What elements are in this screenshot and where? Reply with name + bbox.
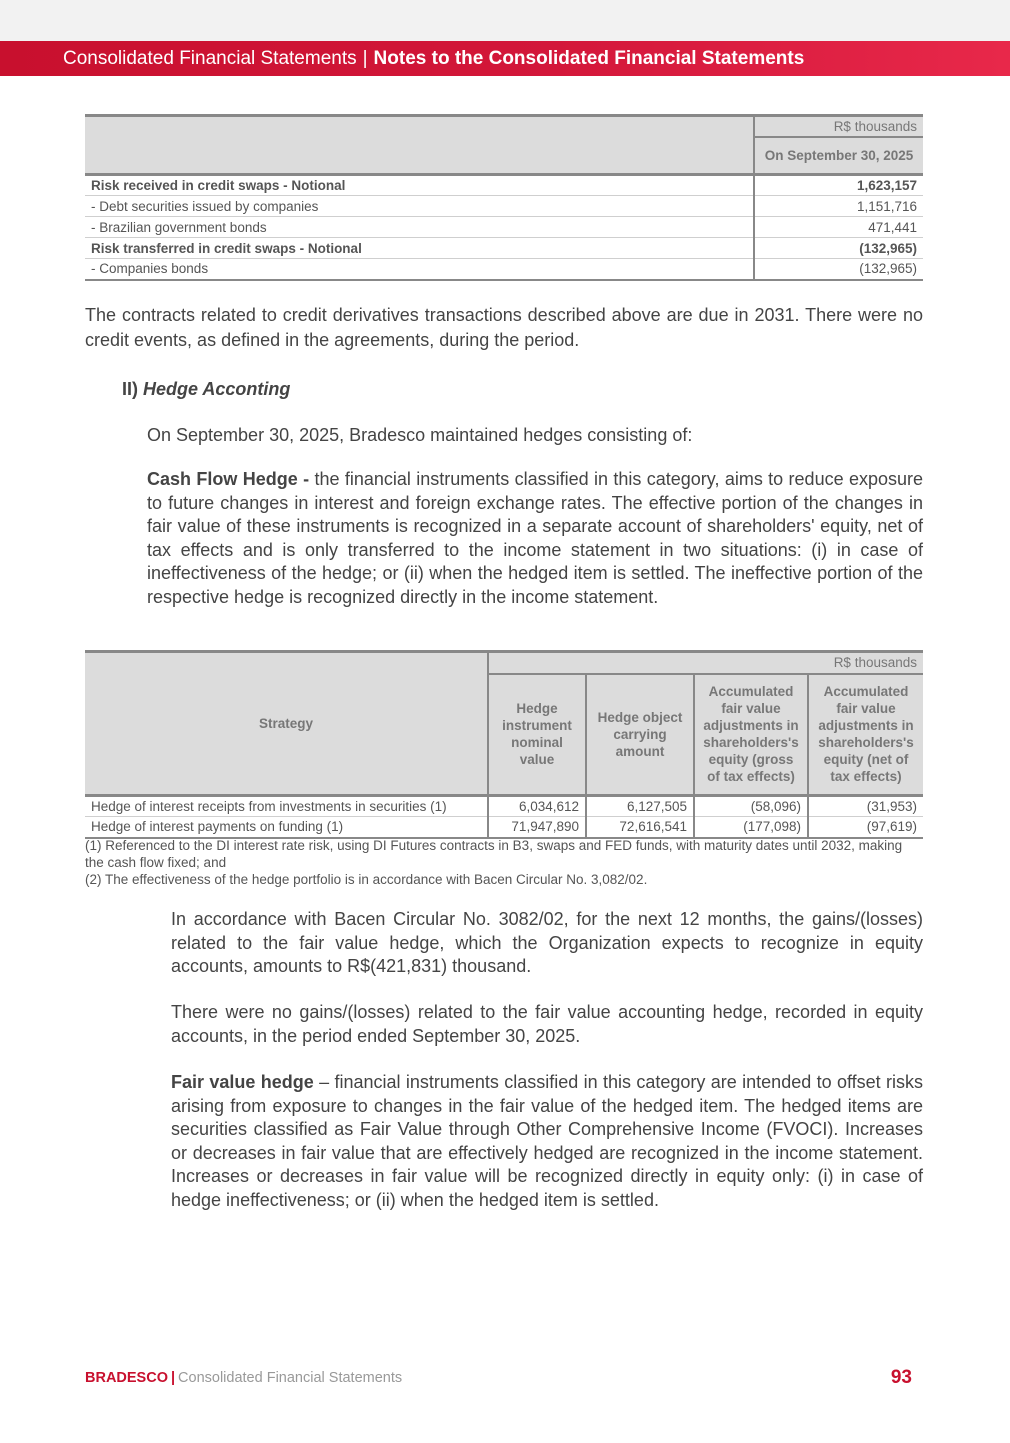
fair-value-hedge-text: – financial instruments classified in this category are intended to offset risks arising from exposure to changes in the fair value of the hedged item. The hedged items are securities classified as Fair Value through Other Comprehensive Income (FVOCI). Increases or decreases in fair value that are effectively hedged are recognized in the income statement. Increases or decreases in fair value will be recognized directly in equity only: (i) in case of hedge ineffectiveness; or (ii) when the hedged item is settled. xyxy=(171,1072,923,1210)
cash-flow-hedge-text: the financial instruments classified in this category, aims to reduce exposure to future changes in interest and foreign exchange rates. The effective portion of the changes in fair value of these instruments is recognized in a separate account of shareholders' equity, net of tax effects and is only transferred to the income statement in two situations: (i) in case of ineffectiveness of the hedge; or (ii) when the hedged item is settled. The ineffective portion of the respective hedge is recognized directly in the income statement. xyxy=(147,469,923,607)
row-value: 471,441 xyxy=(754,217,923,238)
hedge-header-gross: Accumulated fair value adjustments in shareholders's equity (gross of tax effects) xyxy=(694,674,808,796)
footer-separator: | xyxy=(170,1370,176,1386)
table-row xyxy=(85,238,923,259)
carrying-cell: 72,616,541 xyxy=(586,817,694,838)
hedge-table-notes xyxy=(85,837,923,888)
gross-cell: (177,098) xyxy=(694,817,808,838)
fair-value-hedge-paragraph xyxy=(171,1071,923,1212)
strategy-cell: Hedge of interest payments on funding (1) xyxy=(85,817,488,838)
page-header xyxy=(0,41,1010,76)
credit-paragraph: The contracts related to credit derivatives transactions described above are due in 2031. There were no credit events, as defined in the agreements, during the period. xyxy=(85,305,923,350)
net-cell: (31,953) xyxy=(808,796,923,817)
nominal-cell: 71,947,890 xyxy=(488,817,586,838)
cash-flow-hedge-label: Cash Flow Hedge - xyxy=(147,469,310,489)
hedge-header-nominal: Hedge instrument nominal value xyxy=(488,674,586,796)
hedge-table-units: R$ thousands xyxy=(488,652,923,674)
header-separator: | xyxy=(362,48,368,69)
table-row xyxy=(85,259,923,280)
strategy-cell: Hedge of interest receipts from investments in securities (1) xyxy=(85,796,488,817)
header-section: Consolidated Financial Statements xyxy=(63,48,357,69)
top-margin xyxy=(0,0,1010,41)
row-label: - Companies bonds xyxy=(85,259,754,280)
no-gains-paragraph: There were no gains/(losses) related to the fair value accounting hedge, recorded in equity accounts, in the period ended September 30, 2025. xyxy=(171,1002,923,1046)
table-row xyxy=(85,217,923,238)
credit-swaps-table xyxy=(85,114,923,281)
page-number: 93 xyxy=(890,1367,912,1388)
row-value: 1,151,716 xyxy=(754,196,923,217)
row-label: Risk received in credit swaps - Notional xyxy=(85,175,754,196)
hedge-header-net: Accumulated fair value adjustments in shareholders's equity (net of tax effects) xyxy=(808,674,923,796)
row-value: (132,965) xyxy=(754,259,923,280)
header-title: Notes to the Consolidated Financial Statements xyxy=(373,48,805,69)
nominal-cell: 6,034,612 xyxy=(488,796,586,817)
bacen-paragraph: In accordance with Bacen Circular No. 3082/02, for the next 12 months, the gains/(losses) related to the fair value hedge, which the Organization expects to recognize in equity accounts, amounts to R$(421,831) thousand. xyxy=(171,909,923,976)
credit-table-column-header: On September 30, 2025 xyxy=(754,137,923,175)
table-row xyxy=(85,175,923,196)
cash-flow-hedge-paragraph xyxy=(147,468,923,609)
table-row xyxy=(85,196,923,217)
gross-cell: (58,096) xyxy=(694,796,808,817)
footer-brand: BRADESCO xyxy=(85,1370,168,1386)
footnote: (1) Referenced to the DI interest rate risk, using DI Futures contracts in B3, swaps and FED funds, with maturity dates until 2032, making the cash flow fixed; and xyxy=(85,838,903,870)
footnote: (2) The effectiveness of the hedge portfolio is in accordance with Bacen Circular No. 3,082/02. xyxy=(85,872,648,887)
credit-table-units: R$ thousands xyxy=(754,116,923,137)
row-value: 1,623,157 xyxy=(754,175,923,196)
section-number: II) xyxy=(122,379,138,399)
table-row xyxy=(85,796,923,817)
row-label: Risk transferred in credit swaps - Notional xyxy=(85,238,754,259)
section-heading xyxy=(122,378,522,402)
fair-value-hedge-label: Fair value hedge xyxy=(171,1072,314,1092)
table-row xyxy=(85,817,923,838)
carrying-cell: 6,127,505 xyxy=(586,796,694,817)
page-footer xyxy=(85,1370,402,1386)
hedge-table xyxy=(85,650,923,839)
hedges-intro-paragraph: On September 30, 2025, Bradesco maintained hedges consisting of: xyxy=(147,425,693,445)
net-cell: (97,619) xyxy=(808,817,923,838)
footer-section: Consolidated Financial Statements xyxy=(178,1370,403,1386)
row-label: - Debt securities issued by companies xyxy=(85,196,754,217)
hedge-header-strategy: Strategy xyxy=(85,652,488,796)
hedge-header-carrying: Hedge object carrying amount xyxy=(586,674,694,796)
row-label: - Brazilian government bonds xyxy=(85,217,754,238)
section-title: Hedge Acconting xyxy=(143,379,291,399)
row-value: (132,965) xyxy=(754,238,923,259)
